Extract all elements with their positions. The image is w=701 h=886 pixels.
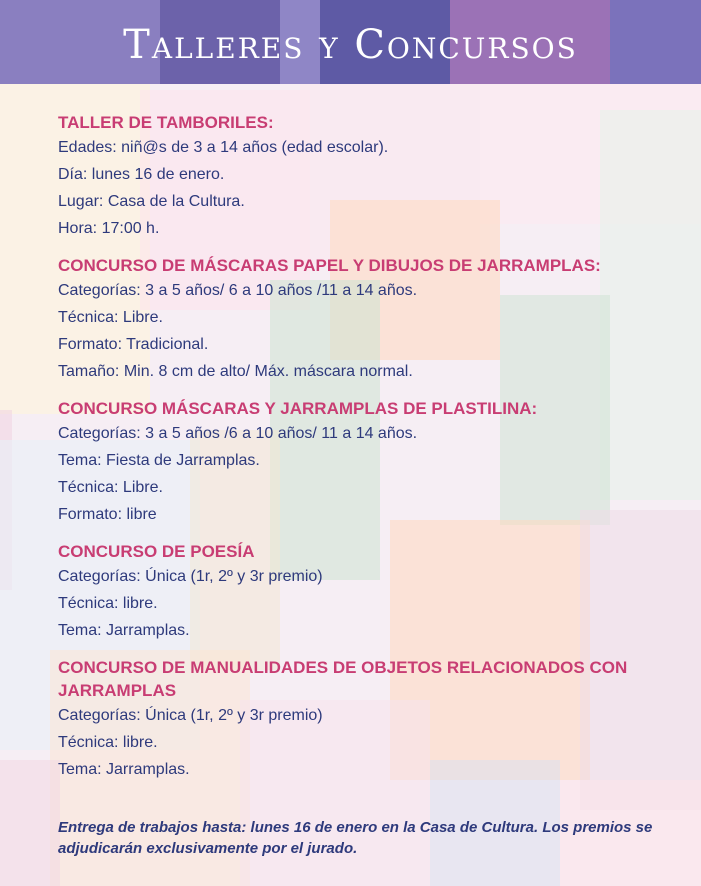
detail-line: Tema: Jarramplas. [58, 622, 190, 639]
section-heading: TALLER DE TAMBORILES: [58, 113, 274, 132]
section-concurso-manualidades [58, 656, 658, 783]
detail-line: Técnica: Libre. [58, 309, 163, 326]
detail-line: Categorías: Única (1r, 2º y 3r premio) [58, 568, 323, 585]
page-title: Talleres y Concursos [123, 22, 578, 68]
detail-line: Técnica: libre. [58, 595, 158, 612]
section-concurso-plastilina [58, 397, 658, 528]
detail-line: Técnica: Libre. [58, 479, 163, 496]
section-heading: CONCURSO MÁSCARAS Y JARRAMPLAS DE PLASTILINA: [58, 399, 538, 418]
detail-line: Día: lunes 16 de enero. [58, 166, 225, 183]
detail-line: Tema: Fiesta de Jarramplas. [58, 452, 260, 469]
section-heading: CONCURSO DE MANUALIDADES DE OBJETOS RELACIONADOS CON JARRAMPLAS [58, 658, 628, 700]
detail-line: Formato: Tradicional. [58, 336, 209, 353]
sections-list [58, 111, 658, 795]
section-taller-tamboriles [58, 111, 658, 242]
detail-line: Tamaño: Min. 8 cm de alto/ Máx. máscara normal. [58, 363, 413, 380]
detail-line: Categorías: 3 a 5 años/ 6 a 10 años /11 a 14 años. [58, 282, 418, 299]
section-heading: CONCURSO DE MÁSCARAS PAPEL Y DIBUJOS DE JARRAMPLAS: [58, 256, 601, 275]
footer-note: Entrega de trabajos hasta: lunes 16 de enero en la Casa de Cultura. Los premios se adjudicarán exclusivamente por el jurado. [58, 819, 653, 857]
detail-line: Técnica: libre. [58, 734, 158, 751]
detail-line: Categorías: Única (1r, 2º y 3r premio) [58, 707, 323, 724]
detail-line: Edades: niñ@s de 3 a 14 años (edad escolar). [58, 139, 389, 156]
section-concurso-poesia [58, 540, 658, 644]
section-heading: CONCURSO DE POESÍA [58, 542, 255, 561]
detail-line: Formato: libre [58, 506, 157, 523]
section-concurso-mascaras-papel [58, 254, 658, 385]
detail-line: Hora: 17:00 h. [58, 220, 160, 237]
detail-line: Lugar: Casa de la Cultura. [58, 193, 245, 210]
detail-line: Tema: Jarramplas. [58, 761, 190, 778]
detail-line: Categorías: 3 a 5 años /6 a 10 años/ 11 a 14 años. [58, 425, 418, 442]
